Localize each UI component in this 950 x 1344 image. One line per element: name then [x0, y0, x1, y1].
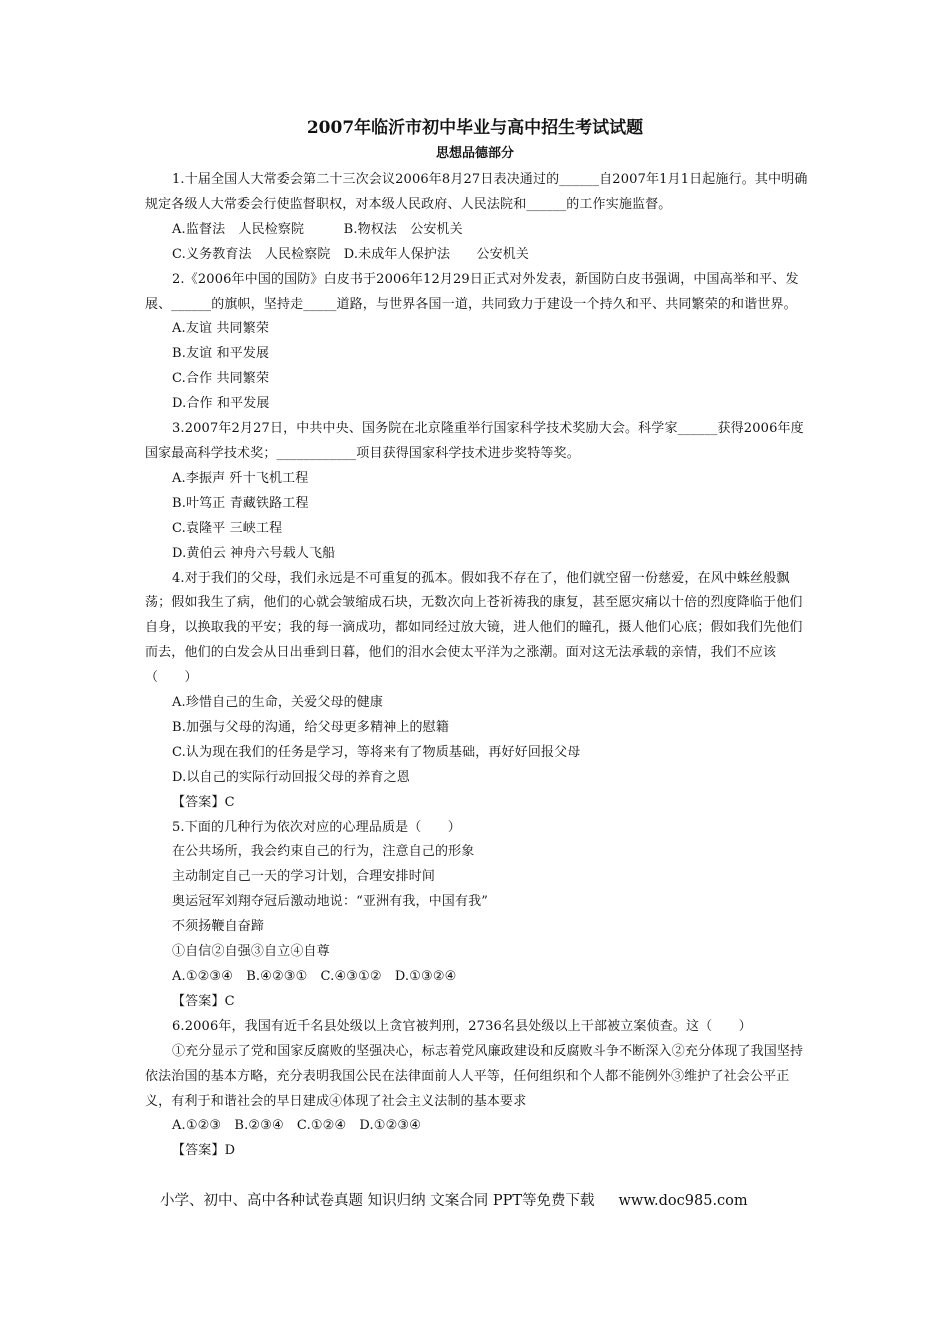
question-paragraph: 1.十届全国人大常委会第二十三次会议2006年8月27日表决通过的______自2007年1月1日起施行。其中明确规定各级人大常委会行使监督职权，对本级人民政府、人民法院和______的工作实施监督。	[145, 172, 808, 212]
option-line: A.监督法 人民检察院 B.物权法 公安机关	[172, 221, 463, 237]
option-line: C.义务教育法 人民检察院 D.未成年人保护法 公安机关	[172, 246, 530, 262]
exam-content	[145, 168, 810, 1164]
question-paragraph: 3.2007年2月27日，中共中央、国务院在北京隆重举行国家科学技术奖励大会。科学家______获得2006年度国家最高科学技术奖；____________项目获得国家科学技术进步奖特等奖。	[145, 421, 804, 461]
question-paragraph: 4.对于我们的父母，我们永远是不可重复的孤本。假如我不存在了，他们就空留一份慈爱，在风中蛛丝般飘荡；假如我生了病，他们的心就会皱缩成石块，无数次向上苍祈祷我的康复，甚至愿灾痛以十倍的烈度降临于他们自身，以换取我的平安；我的每一滴成功，都如同经过放大镜，进人他们的瞳孔，摄人他们心底；假如我们先他们而去，他们的白发会从日出垂到日暮，他们的泪水会使太平洋为之涨潮。面对这无法承载的亲情，我们不应该（ ）	[145, 570, 803, 686]
option-line: B.叶笃正 青藏铁路工程	[172, 495, 309, 511]
option-line: C.合作 共同繁荣	[172, 371, 270, 387]
question-paragraph: 2.《2006年中国的国防》白皮书于2006年12月29日正式对外发表，新国防白皮书强调，中国高举和平、发展、______的旗帜，坚持走_____道路，与世界各国一道，共同致力于建设一个持久和平、共同繁荣的和谐世界。	[145, 271, 799, 312]
footer-url[interactable]: www.doc985.com	[618, 1193, 748, 1209]
option-line: A.友谊 共同繁荣	[172, 321, 270, 337]
page-title: 2007年临沂市初中毕业与高中招生考试试题	[306, 118, 644, 138]
option-line: 【答案】C	[172, 993, 235, 1009]
option-line: A.①②③④ B.④②③① C.④③①② D.①③②④	[172, 969, 457, 984]
option-line: B.友谊 和平发展	[172, 346, 270, 362]
option-line: 不须扬鞭自奋蹄	[172, 919, 265, 935]
option-line: A.李振声 歼十飞机工程	[172, 470, 309, 486]
option-line: D.以自己的实际行动回报父母的养育之恩	[172, 769, 410, 785]
footer-text: 小学、初中、高中各种试卷真题 知识归纳 文案合同 PPT等免费下载	[160, 1193, 595, 1209]
question-paragraph: ①充分显示了党和国家反腐败的坚强决心，标志着党风廉政建设和反腐败斗争不断深入②充分体现了我国坚持依法治国的基本方略，充分表明我国公民在法律面前人人平等，任何组织和个人都不能例外③维护了社会公平正义，有利于和谐社会的早日建成④体现了社会主义法制的基本要求	[145, 1043, 804, 1109]
option-line: 【答案】D	[172, 1143, 236, 1159]
option-line: ①自信②自强③自立④自尊	[172, 944, 330, 960]
option-line: 主动制定自己一天的学习计划，合理安排时间	[172, 869, 436, 885]
footer	[160, 1190, 820, 1212]
option-line: B.加强与父母的沟通，给父母更多精神上的慰籍	[172, 719, 449, 735]
option-line: 在公共场所，我会约束自己的行为，注意自己的形象	[172, 844, 475, 860]
option-line: A.①②③ B.②③④ C.①②④ D.①②③④	[172, 1118, 422, 1134]
option-line: D.合作 和平发展	[172, 396, 270, 412]
option-line: C.认为现在我们的任务是学习，等将来有了物质基础，再好好回报父母	[172, 744, 581, 760]
option-line: D.黄伯云 神舟六号载人飞船	[172, 545, 336, 561]
option-line: 奥运冠军刘翔夺冠后激动地说：“亚洲有我，中国有我”	[172, 894, 489, 910]
option-line: 5.下面的几种行为依次对应的心理品质是（ ）	[172, 819, 461, 835]
page-subtitle: 思想品德部分	[435, 146, 514, 161]
option-line: 6.2006年，我国有近千名县处级以上贪官被判刑，2736名县处级以上干部被立案侦查。这（ ）	[172, 1018, 752, 1034]
option-line: 【答案】C	[172, 794, 235, 810]
option-line: C.袁隆平 三峡工程	[172, 520, 283, 536]
option-line: A.珍惜自己的生命，关爱父母的健康	[172, 695, 384, 711]
